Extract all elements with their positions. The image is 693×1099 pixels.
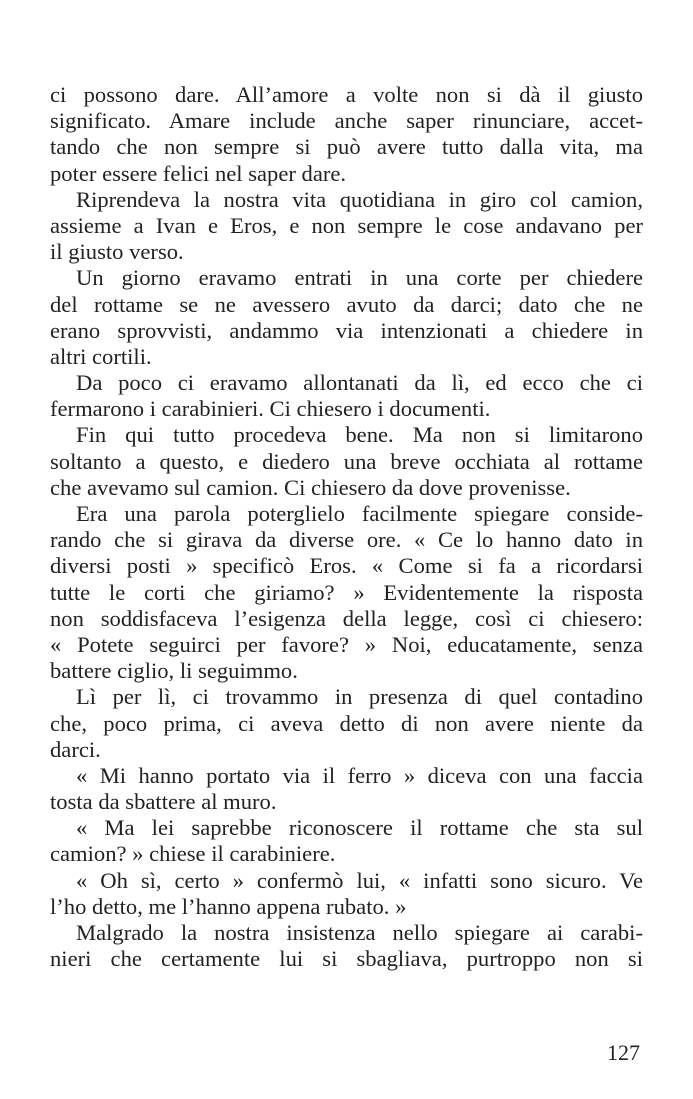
text-line: rando che si girava da diverse ore. « Ce lo hanno dato in xyxy=(50,527,643,553)
text-line: darci. xyxy=(50,736,101,762)
text-line: Un giorno eravamo entrati in una corte per chiedere xyxy=(76,265,643,291)
text-line: Riprendeva la nostra vita quotidiana in giro col camion, xyxy=(76,186,643,212)
text-line: diversi posti » specificò Eros. « Come si fa a ricordarsi xyxy=(50,553,643,579)
text-line: il giusto verso. xyxy=(50,239,184,265)
text-line: tosta da sbattere al muro. xyxy=(50,789,277,815)
text-line: nieri che certamente lui si sbagliava, purtroppo non si xyxy=(50,946,643,972)
text-line: Malgrado la nostra insistenza nello spiegare ai carabi- xyxy=(76,920,643,945)
text-line: tando che non sempre si può avere tutto dalla vita, ma xyxy=(50,134,643,160)
text-line: « Potete seguirci per favore? » Noi, educatamente, senza xyxy=(50,631,643,657)
text-line: non soddisfaceva l’esigenza della legge, così ci chiesero: xyxy=(50,605,643,631)
text-line: del rottame se ne avessero avuto da darci; dato che ne xyxy=(50,291,643,317)
text-line: Da poco ci eravamo allontanati da lì, ed ecco che ci xyxy=(76,370,643,396)
text-line: camion? » chiese il carabiniere. xyxy=(50,841,336,867)
text-line: Era una parola poterglielo facilmente spiegare conside- xyxy=(76,501,643,526)
text-line: altri cortili. xyxy=(50,343,152,369)
text-line: Lì per lì, ci trovammo in presenza di quel contadino xyxy=(76,684,643,710)
text-line: l’ho detto, me l’hanno appena rubato. » xyxy=(50,893,407,919)
body-text xyxy=(50,82,643,972)
text-line: significato. Amare include anche saper rinunciare, accet- xyxy=(50,108,643,134)
page-number: 127 xyxy=(607,1040,640,1065)
text-line: ci possono dare. All’amore a volte non si dà il giusto xyxy=(50,82,643,107)
text-line: tutte le corti che giriamo? » Evidentemente la risposta xyxy=(50,579,643,605)
text-line: fermarono i carabinieri. Ci chiesero i documenti. xyxy=(50,396,491,422)
text-line: Fin qui tutto procedeva bene. Ma non si limitarono xyxy=(76,422,643,448)
text-line: erano sprovvisti, andammo via intenzionati a chiedere in xyxy=(50,317,643,343)
text-line: che, poco prima, ci aveva detto di non avere niente da xyxy=(50,710,643,736)
text-line: battere ciglio, li seguimmo. xyxy=(50,658,298,684)
text-line: « Oh sì, certo » confermò lui, « infatti sono sicuro. Ve xyxy=(76,867,643,893)
text-line: « Ma lei saprebbe riconoscere il rottame che sta sul xyxy=(76,815,643,841)
text-line: « Mi hanno portato via il ferro » diceva con una faccia xyxy=(76,762,643,788)
text-line: poter essere felici nel saper dare. xyxy=(50,160,347,186)
text-line: assieme a Ivan e Eros, e non sempre le cose andavano per xyxy=(50,212,643,238)
text-line: soltanto a questo, e diedero una breve occhiata al rottame xyxy=(50,448,643,474)
text-line: che avevamo sul camion. Ci chiesero da dove provenisse. xyxy=(50,474,571,500)
